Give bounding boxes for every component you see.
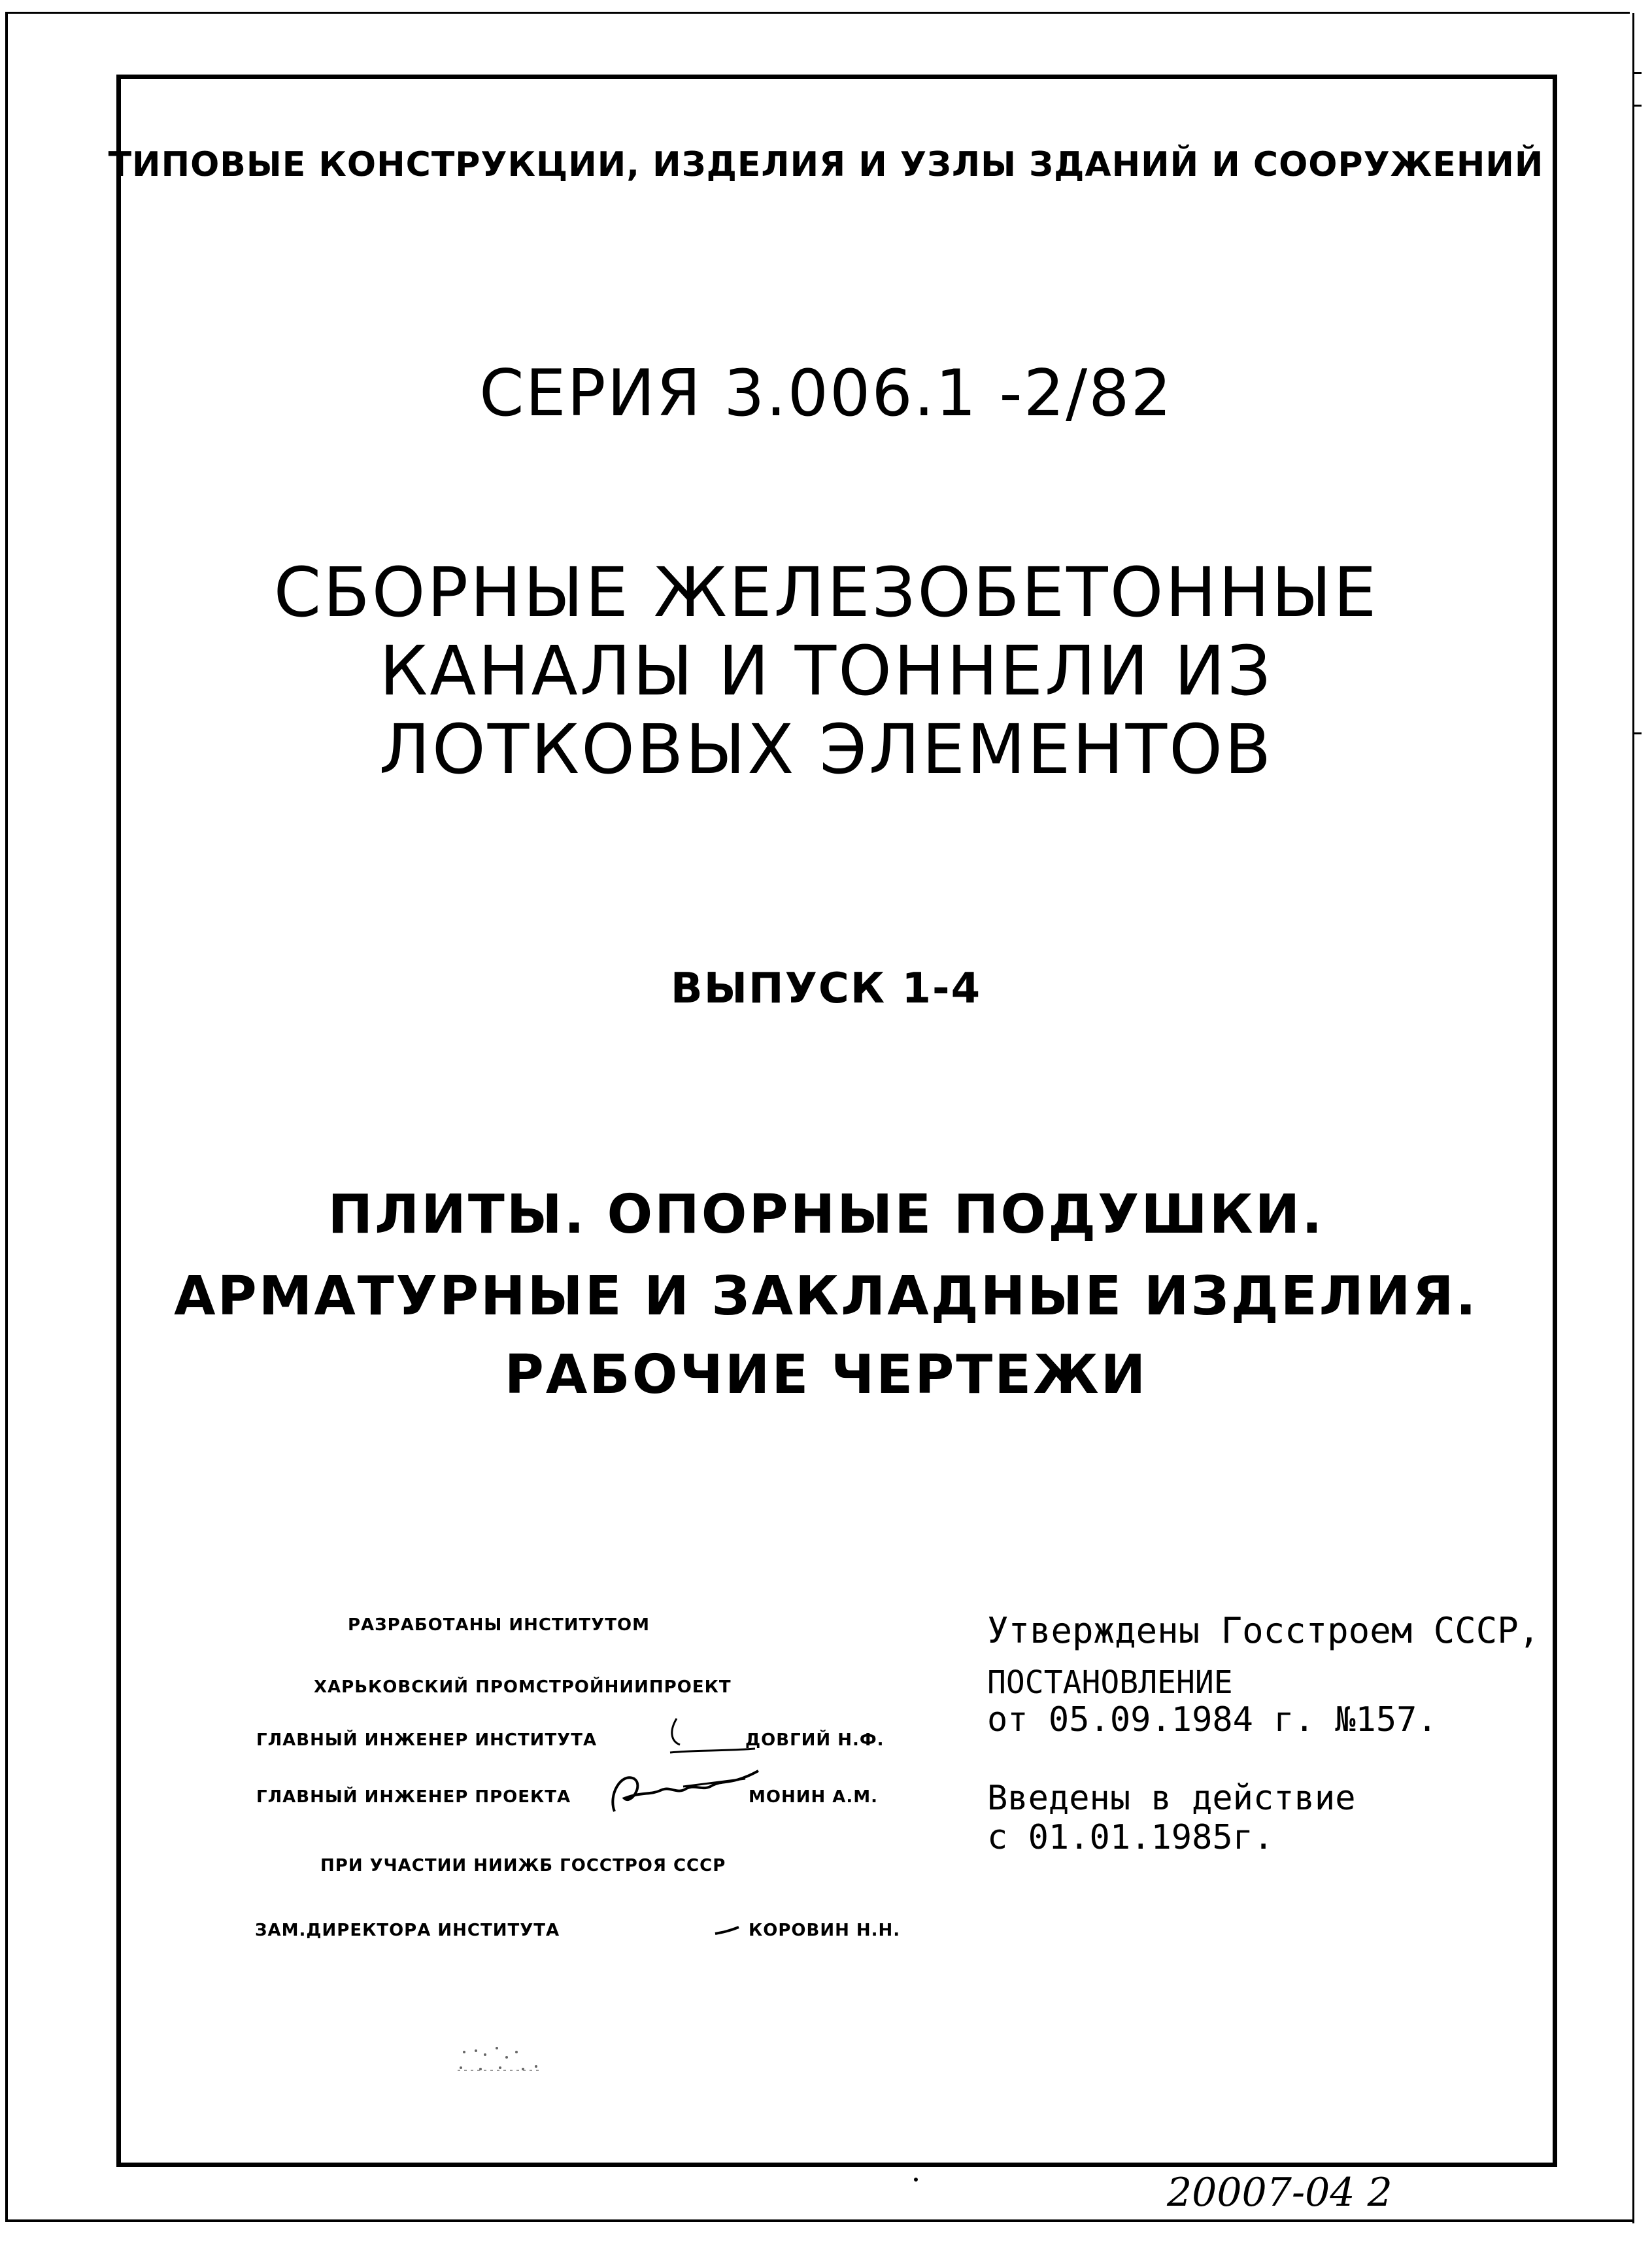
chief-engineer-institute-label: ГЛАВНЫЙ ИНЖЕНЕР ИНСТИТУТА	[256, 1730, 598, 1750]
subtitle-line-3: РАБОЧИЕ ЧЕРТЕЖИ	[504, 1344, 1148, 1406]
approval-resolution-date: от 05.09.1984 г. №157.	[987, 1700, 1438, 1739]
institute-name: ХАРЬКОВСКИЙ ПРОМСТРОЙНИИПРОЕКТ	[314, 1677, 732, 1697]
deputy-director-name: КОРОВИН Н.Н.	[749, 1921, 901, 1940]
developed-by-label: РАЗРАБОТАНЫ ИНСТИТУТОМ	[348, 1615, 650, 1635]
series-number: СЕРИЯ 3.006.1 -2/82	[479, 356, 1173, 431]
margin-tick	[1632, 105, 1642, 107]
deputy-director-label: ЗАМ.ДИРЕКТОРА ИНСТИТУТА	[255, 1921, 560, 1940]
title-line-2: КАНАЛЫ И ТОННЕЛИ ИЗ	[379, 631, 1273, 711]
chief-engineer-project-label: ГЛАВНЫЙ ИНЖЕНЕР ПРОЕКТА	[256, 1787, 571, 1807]
approval-resolution: ПОСТАНОВЛЕНИЕ	[987, 1664, 1233, 1701]
signature-korovin	[713, 1919, 745, 1939]
subtitle-line-1: ПЛИТЫ. ОПОРНЫЕ ПОДУШКИ.	[328, 1184, 1324, 1246]
effective-label: Введены в действие	[987, 1779, 1356, 1818]
chief-engineer-institute-name: ДОВГИЙ Н.Ф.	[745, 1730, 885, 1750]
speck	[914, 2178, 918, 2182]
faint-stamp-mark	[445, 2039, 556, 2078]
chief-engineer-project-name: МОНИН А.М.	[749, 1787, 879, 1807]
effective-date: с 01.01.1985г.	[987, 1818, 1274, 1857]
collection-header: ТИПОВЫЕ КОНСТРУКЦИИ, ИЗДЕЛИЯ И УЗЛЫ ЗДАНИЙ И СООРУЖЕНИЙ	[108, 145, 1544, 184]
participation-note: ПРИ УЧАСТИИ НИИЖБ ГОССТРОЯ СССР	[320, 1856, 726, 1875]
document-code: 20007-04 2	[1167, 2170, 1392, 2216]
approval-authority: Утверждены Госстроем СССР,	[987, 1610, 1540, 1651]
subtitle-line-2: АРМАТУРНЫЕ И ЗАКЛАДНЫЕ ИЗДЕЛИЯ.	[174, 1265, 1478, 1327]
signature-monin	[605, 1759, 765, 1821]
issue-number: ВЫПУСК 1-4	[670, 965, 982, 1013]
title-line-1: СБОРНЫЕ ЖЕЛЕЗОБЕТОННЫЕ	[273, 553, 1379, 632]
title-line-3: ЛОТКОВЫХ ЭЛЕМЕНТОВ	[379, 710, 1273, 789]
margin-tick	[1632, 72, 1642, 74]
